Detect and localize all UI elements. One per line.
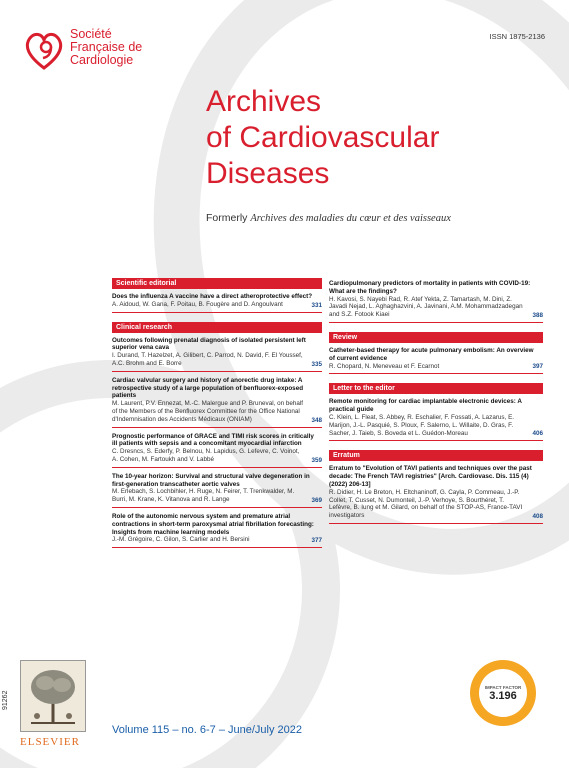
article-title: Does the influenza A vaccine have a direct atheroprotective effect? [112, 293, 313, 300]
formerly-label: Formerly [206, 212, 248, 224]
elsevier-tree-logo-icon [20, 660, 86, 732]
article-title: The 10-year horizon: Survival and structural valve degeneration in first-generation transcatheter aortic valves [112, 472, 310, 488]
publisher-name: ELSEVIER [20, 736, 80, 748]
article-title: Outcomes following prenatal diagnosis of isolated persistent left superior vena cava [112, 336, 306, 352]
section-header-letter-to-the-editor: Letter to the editor [329, 383, 543, 394]
article-page-number: 359 [311, 456, 322, 464]
section-header-clinical-research: Clinical research [112, 322, 322, 333]
elsevier-tree-icon [21, 661, 85, 731]
society-name-line1: Société [70, 27, 112, 41]
section-header-scientific-editorial: Scientific editorial [112, 278, 322, 289]
society-name-line2: Française de [70, 40, 143, 54]
article-entry[interactable] [329, 278, 543, 323]
section-header-erratum: Erratum [329, 450, 543, 461]
journal-title-line2: of Cardiovascular [206, 121, 440, 154]
article-title: Cardiopulmonary predictors of mortality in patients with COVID-19: What are the findings? [329, 280, 531, 295]
article-entry[interactable] [112, 471, 322, 508]
article-page-number: 397 [532, 363, 543, 371]
article-page-number: 335 [311, 360, 322, 368]
article-page-number: 331 [311, 301, 322, 309]
impact-factor-badge-icon [470, 660, 536, 726]
article-entry[interactable] [112, 431, 322, 468]
article-entry[interactable] [112, 335, 322, 372]
impact-factor-badge-inner [479, 669, 527, 717]
article-title: Remote monitoring for cardiac implantable electronic devices: A practical guide [329, 398, 522, 414]
article-entry[interactable] [112, 511, 322, 548]
article-page-number: 406 [532, 430, 543, 438]
article-entry[interactable] [112, 291, 322, 313]
article-page-number: 408 [532, 512, 543, 520]
spine-code: 91262 [2, 690, 9, 710]
society-logo [22, 28, 142, 72]
article-title: Prognostic performance of GRACE and TIMI risk scores in critically ill patients with sepsis and a concomitant myocardial infarction [112, 432, 314, 448]
formerly-title: Archives des maladies du cœur et des vaisseaux [250, 213, 451, 224]
article-authors: I. Durand, T. Hazelzet, A. Gilibert, C. Parrod, N. David, F. El Youssef, A.C. Brohm and E. Borre [112, 352, 303, 367]
article-authors: R. Didier, H. Le Breton, H. Eltchaninoff, G. Cayla, P. Commeau, J.-P. Collet, T. Cusset, N. Dumonteil, J.-P. Verhoye, S. Bourthéret, T. Lefèvre, B. Iung et M. Gilard, on behalf of the STOP-AS, France-TAVI investigators [329, 488, 523, 520]
article-authors: C. Klein, L. Fleat, S. Abbey, R. Eschalier, F. Fossati, A. Lazarus, E. Marijon, J.-L. Pasquié, S. Ploux, F. Salerno, L. Willaite, D. Gras, F. Sacher, J. Taieb, S. Boveda et L. Guédon-Moreau [329, 413, 515, 437]
formerly-line [206, 212, 451, 224]
article-authors: M. Erlebach, S. Lochbihler, H. Ruge, N. Feirer, T. Trenkwalder, M. Burri, M. Krane, K. Vitanova and R. Lange [112, 488, 295, 504]
society-name [70, 28, 142, 67]
article-authors: A. Aidoud, W. Gana, F. Poitau, B. Fougère and D. Angoulvant [112, 300, 283, 308]
society-name-line3: Cardiologie [70, 53, 134, 67]
sfc-heart-logo-icon [22, 28, 66, 72]
article-title: Cardiac valvular surgery and history of anorectic drug intake: A retrospective study of a large population of benfluorex-exposed patients [112, 376, 304, 400]
article-title: Catheter-based therapy for acute pulmonary embolism: An overview of current evidence [329, 346, 534, 362]
contents-right-column [329, 278, 543, 527]
article-entry[interactable] [329, 463, 543, 524]
article-authors: H. Kavosi, S. Nayebi Rad, R. Atef Yekta, Z. Tamartash, M. Dini, Z. Javadi Nejad, L. Aghaghazvini, A. Javinani, A.M. Mohammadzadegan and S.Z. Fotook Kiaei [329, 295, 523, 319]
article-authors: R. Chopard, N. Meneveau et F. Ecarnot [329, 362, 440, 370]
article-title: Role of the autonomic nervous system and premature atrial contractions in short-term paroxysmal atrial fibrillation forecasting: Insights from machine learning models [112, 512, 314, 536]
article-authors: J.-M. Grégoire, C. Gilon, S. Carlier and H. Bersini [112, 536, 250, 544]
journal-title-line1: Archives [206, 85, 322, 118]
impact-factor-label: IMPACT FACTOR [484, 684, 522, 690]
issn: ISSN 1875-2136 [489, 32, 545, 41]
volume-issue-date: Volume 115 – no. 6-7 – June/July 2022 [112, 724, 302, 736]
article-page-number: 348 [311, 416, 322, 424]
article-page-number: 388 [532, 311, 543, 319]
article-page-number: 377 [311, 537, 322, 545]
journal-title-line3: Diseases [206, 157, 330, 190]
article-entry[interactable] [329, 396, 543, 441]
section-header-review: Review [329, 332, 543, 343]
article-entry[interactable] [329, 345, 543, 374]
article-page-number: 369 [311, 496, 322, 504]
impact-factor-value: 3.196 [489, 689, 517, 702]
article-entry[interactable] [112, 375, 322, 428]
contents-left-column [112, 278, 322, 551]
journal-title [206, 84, 439, 192]
article-authors: C. Dresncs, S. Ederfy, P. Belnou, N. Lapidus, G. Lefevre, C. Voinot, A. Cohen, M. Fartoukh and V. Labbé [112, 448, 300, 463]
article-authors: M. Laurent, P.V. Ennezat, M.-C. Malergue and P. Bruneval, on behalf of the Members of the Benfluorex Committee for the Office National d'Indemnisation des Accidents Médicaux (ONIAM) [112, 400, 304, 423]
article-title: Erratum to "Evolution of TAVI patients and techniques over the past decade: The French TAVI registries" [Arch. Cardiovasc. Dis. 115 (4) (2022) 206-13] [329, 465, 532, 488]
